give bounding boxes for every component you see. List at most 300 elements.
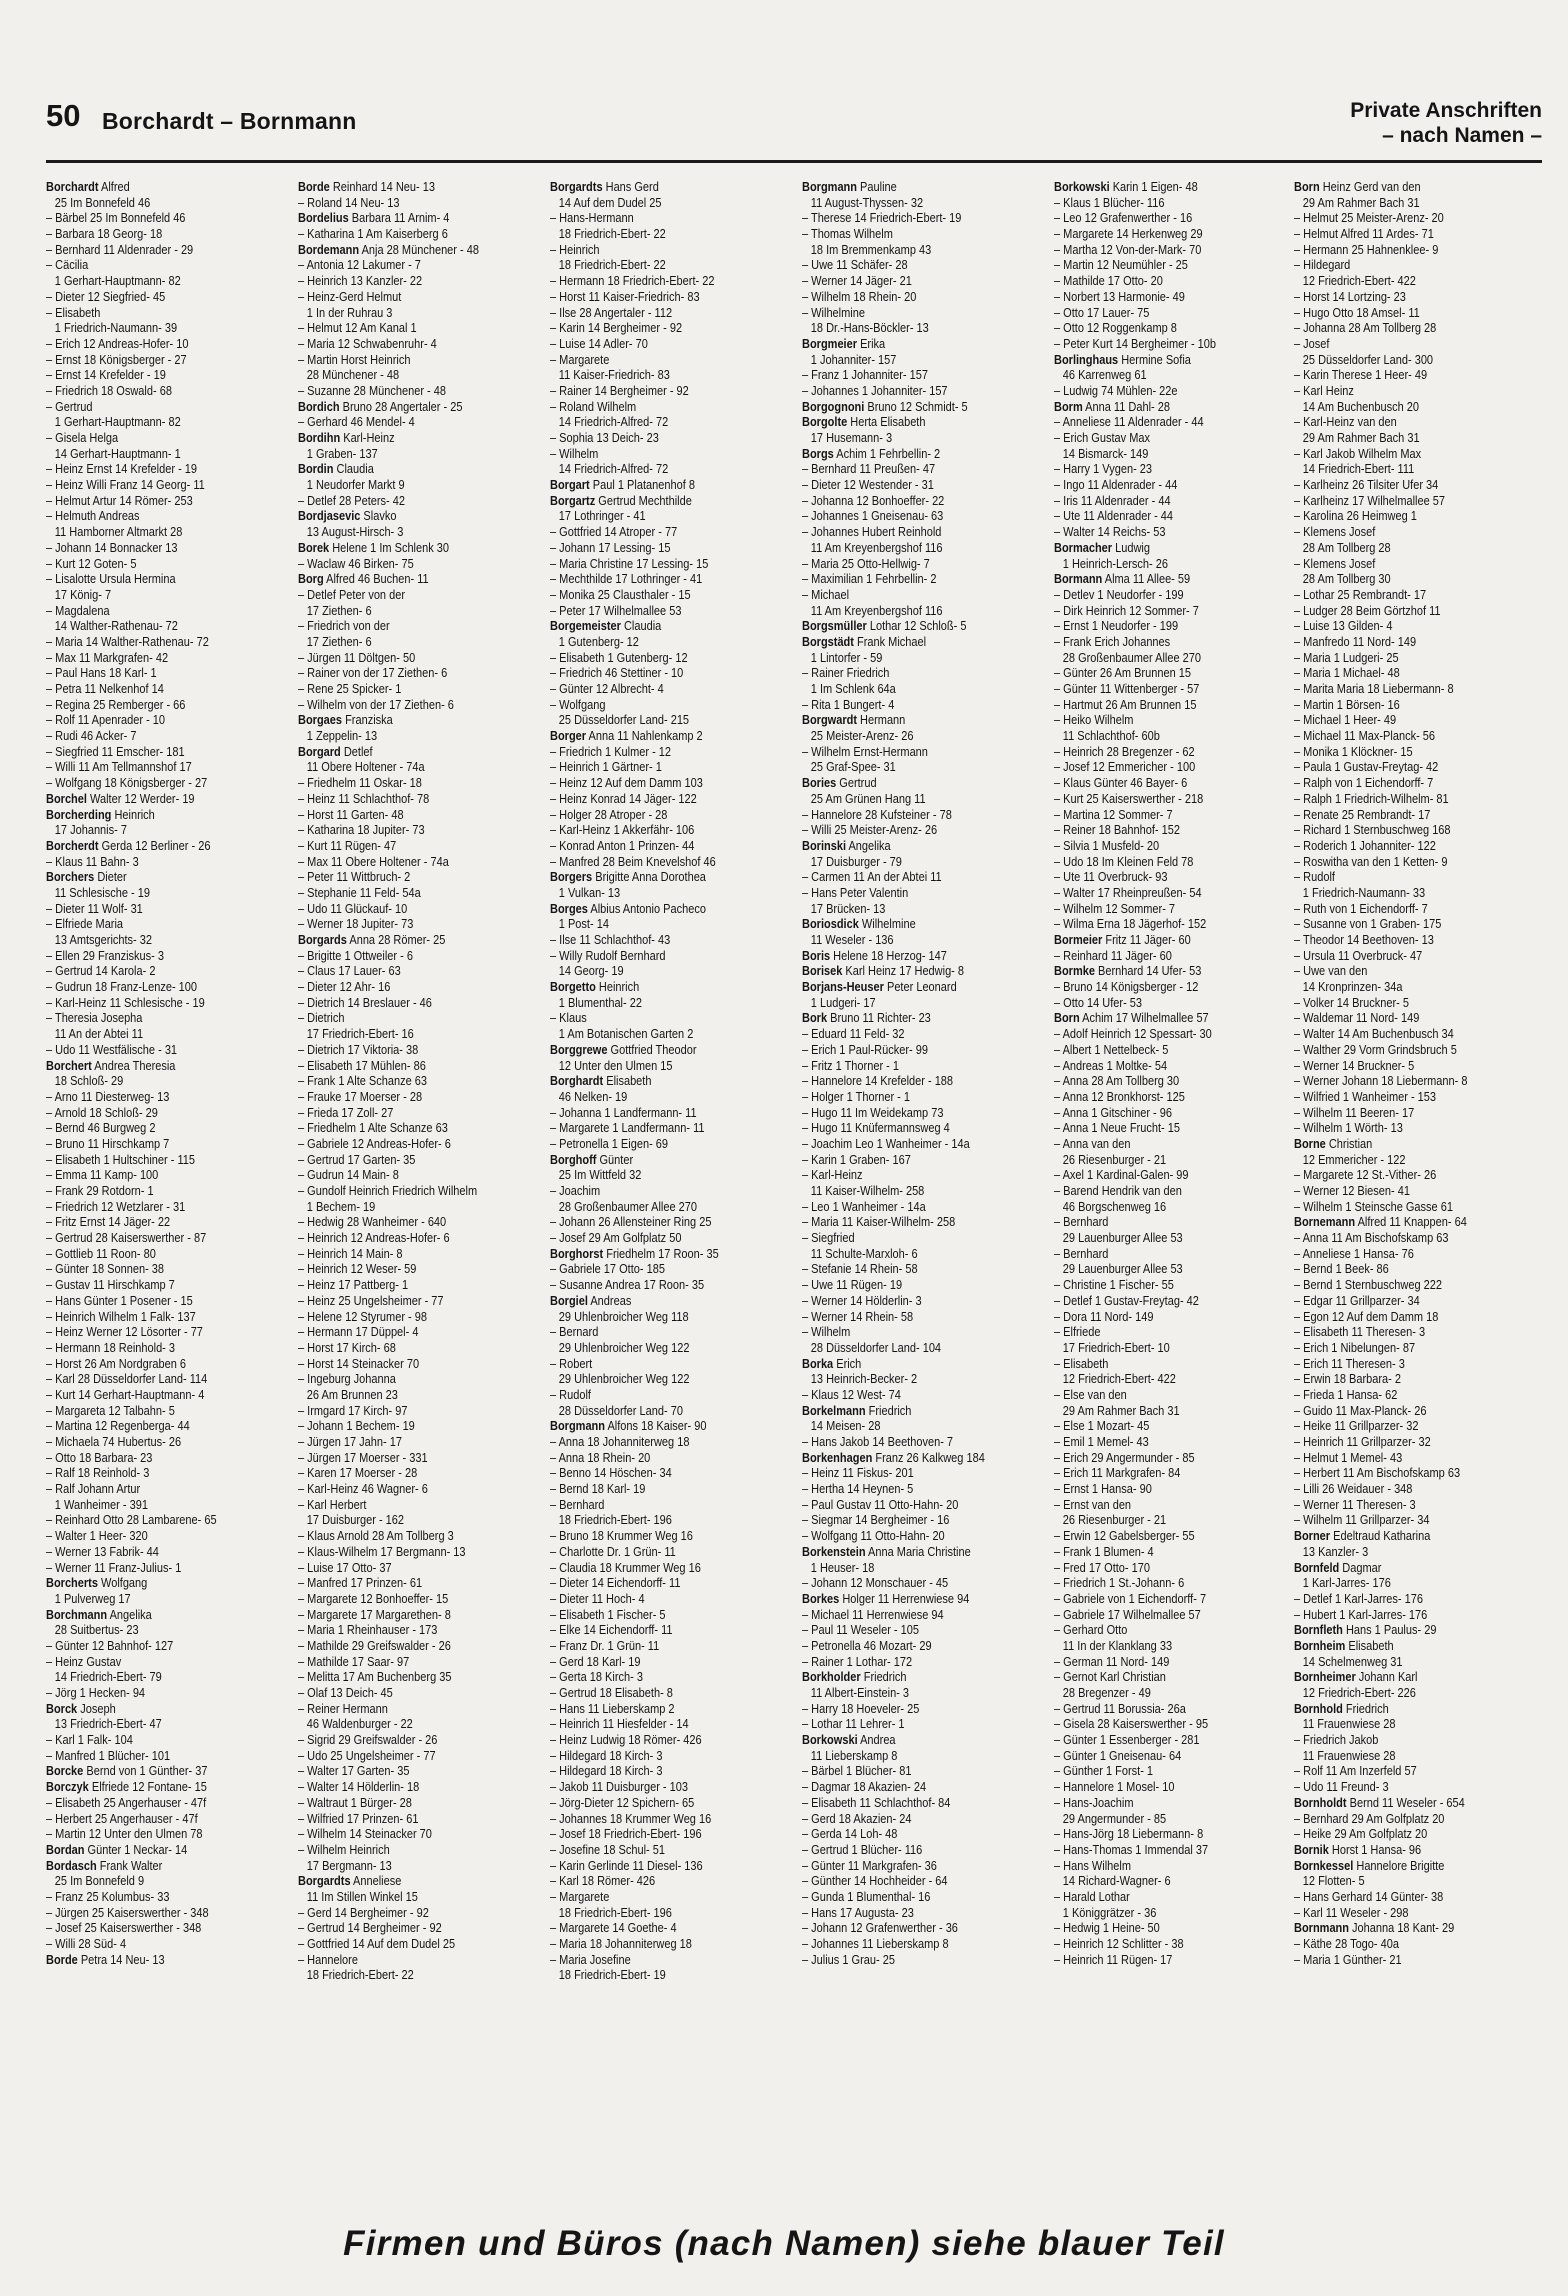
- directory-entry: [802, 1451, 1013, 1467]
- directory-entry: – Manfred 28 Beim Knevelshof 46: [550, 854, 716, 869]
- entry-details: Bruno 11 Richter- 23: [827, 1011, 931, 1026]
- directory-entry: [802, 400, 1013, 416]
- surname: Borgardts: [550, 180, 603, 194]
- entry-details: Elfriede 12 Fontane- 15: [88, 1780, 207, 1795]
- directory-entry: – Karl Heinz: [1294, 383, 1354, 398]
- directory-entry: – Wilhelm 11 Beeren- 17: [1294, 1105, 1415, 1120]
- surname: Borgwardt: [802, 713, 857, 728]
- entry-details: Frank Michael: [853, 634, 927, 649]
- directory-entry: – Bernd 18 Karl- 19: [550, 1482, 646, 1497]
- directory-entry: – Erwin 12 Gabelsberger- 55: [1054, 1529, 1195, 1544]
- directory-entry: 28 Am Tollberg 30: [1302, 572, 1391, 587]
- directory-entry: – Erich 29 Angermunder - 85: [1054, 1450, 1195, 1465]
- directory-entry: – Ludger 28 Beim Görtzhof 11: [1294, 603, 1441, 618]
- directory-entry: – Elisabeth: [1054, 1356, 1109, 1371]
- directory-entry: 18 Im Bremmenkamp 43: [810, 242, 932, 257]
- directory-entry: – Karl 28 Düsseldorfer Land- 114: [46, 1372, 208, 1387]
- surname: Bornholdt: [1294, 1795, 1347, 1810]
- directory-entry: – Ernst 14 Krefelder - 19: [46, 368, 166, 383]
- entry-details: Heinz Gerd van den: [1319, 180, 1421, 194]
- directory-entry: – Albert 1 Nettelbeck- 5: [1054, 1042, 1169, 1057]
- directory-entry: – Ernst 1 Neudorfer - 199: [1054, 619, 1179, 634]
- entry-details: Bernd von 1 Günther- 37: [83, 1764, 208, 1779]
- directory-entry: – Margarete 1 Landfermann- 11: [550, 1121, 705, 1136]
- directory-entry: 1 Wanheimer - 391: [54, 1497, 148, 1512]
- directory-entry: 29 Am Rahmer Bach 31: [1062, 1403, 1180, 1418]
- directory-entry: – Willi 28 Süd- 4: [46, 1937, 127, 1951]
- directory-entry: – Franz 25 Kolumbus- 33: [46, 1889, 170, 1904]
- entry-details: Hans 1 Paulus- 29: [1342, 1623, 1437, 1638]
- directory-entry: – Horst 17 Kirch- 68: [298, 1340, 396, 1355]
- directory-entry: [550, 180, 761, 196]
- directory-entry: – Dora 11 Nord- 149: [1054, 1309, 1154, 1324]
- directory-entry: – Karin Gerlinde 11 Diesel- 136: [550, 1858, 703, 1873]
- directory-entry: 17 Husemann- 3: [810, 431, 893, 445]
- directory-entry: – Joachim Leo 1 Wanheimer - 14a: [802, 1136, 970, 1151]
- surname: Borcherdt: [46, 838, 99, 853]
- directory-entry: [46, 1702, 257, 1718]
- directory-entry: – Gundolf Heinrich Friedrich Wilhelm: [298, 1184, 478, 1198]
- directory-entry: – Paul 11 Weseler - 105: [802, 1623, 919, 1638]
- directory-entry: – Renate 25 Rembrandt- 17: [1294, 807, 1431, 822]
- directory-entry: – Ralph von 1 Eichendorff- 7: [1294, 776, 1434, 791]
- directory-entry: – Mechthilde 17 Lothringer - 41: [550, 572, 703, 587]
- directory-entry: – Klaus 1 Blücher- 116: [1054, 195, 1165, 210]
- directory-entry: – Waclaw 46 Birken- 75: [298, 556, 414, 571]
- directory-entry: – Sigrid 29 Greifswalder - 26: [298, 1733, 438, 1748]
- directory-entry: – Dagmar 18 Akazien- 24: [802, 1780, 927, 1795]
- directory-listing: [46, 180, 1542, 2183]
- directory-entry: 14 Auf dem Dudel 25: [558, 195, 662, 210]
- directory-entry: – Irmgard 17 Kirch- 97: [298, 1403, 408, 1418]
- directory-entry: – Heinz Willi Franz 14 Georg- 11: [46, 478, 205, 493]
- entry-details: Bruno 28 Angertaler - 25: [339, 399, 463, 414]
- directory-entry: – Karl 11 Weseler - 298: [1294, 1905, 1409, 1920]
- directory-entry: – Reiner 18 Bahnhof- 152: [1054, 823, 1180, 838]
- directory-entry: 11 An der Abtei 11: [54, 1027, 144, 1042]
- directory-entry: – Barend Hendrik van den: [1054, 1184, 1182, 1198]
- directory-entry: 29 Lauenburger Allee 53: [1062, 1231, 1183, 1246]
- directory-entry: – Waldemar 11 Nord- 149: [1294, 1011, 1420, 1026]
- directory-entry: – Friedhelm 11 Oskar- 18: [298, 776, 422, 791]
- directory-entry: – Wilhelm 1 Steinsche Gasse 61: [1294, 1199, 1453, 1214]
- entry-details: Günter 1 Neckar- 14: [84, 1842, 188, 1857]
- directory-entry: – Bruno 11 Hirschkamp 7: [46, 1136, 170, 1151]
- directory-entry: – Otto 12 Roggenkamp 8: [1054, 321, 1177, 336]
- entry-details: Brigitte Anna Dorothea: [592, 870, 706, 885]
- directory-entry: – Roswitha van den 1 Ketten- 9: [1294, 854, 1448, 869]
- entry-details: Detlef: [340, 744, 373, 759]
- directory-entry: – Maria 1 Ludgeri- 25: [1294, 650, 1399, 665]
- entry-details: Heinrich: [111, 807, 155, 822]
- directory-entry: – Gertrud 14 Bergheimer - 92: [298, 1921, 442, 1936]
- directory-entry: 12 Flotten- 5: [1302, 1874, 1365, 1889]
- directory-entry: 14 Friedrich-Alfred- 72: [558, 415, 669, 430]
- directory-entry: – Walter 14 Am Buchenbusch 34: [1294, 1027, 1454, 1042]
- entry-details: Claudia: [620, 619, 662, 634]
- directory-entry: [46, 1843, 257, 1859]
- surname: Bornheimer: [1294, 1670, 1356, 1685]
- directory-entry: 1 Zeppelin- 13: [306, 729, 378, 744]
- surname: Borgers: [550, 870, 593, 885]
- entry-details: Hannelore Brigitte: [1353, 1858, 1445, 1873]
- entry-details: Bernhard 14 Ufer- 53: [1094, 964, 1202, 979]
- directory-entry: 13 Friedrich-Ebert- 47: [54, 1717, 162, 1732]
- directory-entry: – Heinrich 28 Bregenzer - 62: [1054, 744, 1195, 759]
- surname: Bordelius: [298, 211, 349, 226]
- directory-column-1: [46, 180, 257, 2183]
- surname: Borgiel: [550, 1293, 588, 1308]
- entry-details: Ludwig: [1112, 540, 1151, 555]
- directory-entry: – Werner 14 Rhein- 58: [802, 1309, 914, 1324]
- directory-entry: – Detlef Peter von der: [298, 587, 406, 602]
- directory-entry: – Wilhelm Ernst-Hermann: [802, 744, 928, 759]
- directory-entry: – Heinz 11 Schlachthof- 78: [298, 791, 430, 806]
- directory-entry: [1294, 1843, 1505, 1859]
- directory-entry: – Wilhelm Heinrich: [298, 1842, 390, 1857]
- directory-entry: – Johann 1 Bechem- 19: [298, 1419, 415, 1434]
- surname: Bornhold: [1294, 1701, 1343, 1716]
- surname: Born: [1054, 1011, 1080, 1026]
- directory-entry: 26 Riesenburger - 21: [1062, 1152, 1167, 1167]
- directory-entry: 18 Friedrich-Ebert- 22: [558, 258, 666, 273]
- directory-entry: – Hans Gerhard 14 Günter- 38: [1294, 1889, 1444, 1904]
- directory-entry: – Mathilde 17 Otto- 20: [1054, 274, 1163, 289]
- directory-entry: 28 Münchener - 48: [306, 368, 400, 383]
- directory-entry: – Andreas 1 Moltke- 54: [1054, 1058, 1168, 1073]
- directory-entry: – Ute 11 Overbruck- 93: [1054, 870, 1168, 885]
- directory-entry: 18 Friedrich-Ebert- 22: [306, 1968, 414, 1983]
- surname: Borkholder: [802, 1670, 861, 1685]
- directory-entry: – Frank 29 Rotdorn- 1: [46, 1184, 154, 1198]
- directory-entry: – Luise 17 Otto- 37: [298, 1560, 392, 1575]
- directory-entry: [46, 1576, 257, 1592]
- surname: Borgstädt: [802, 634, 854, 649]
- directory-entry: – Walther 29 Vorm Grindsbruch 5: [1294, 1042, 1457, 1057]
- directory-entry: 1 Post- 14: [558, 917, 609, 932]
- entry-details: Gertrud: [836, 776, 877, 791]
- section-title-line1: Private Anschriften: [1350, 99, 1542, 122]
- directory-entry: – Josef: [1294, 336, 1330, 351]
- directory-entry: – Karl Herbert: [298, 1497, 367, 1512]
- directory-entry: – Karl-Heinz: [802, 1168, 863, 1183]
- directory-entry: – Wilfried 1 Wanheimer - 153: [1294, 1089, 1437, 1104]
- directory-entry: – Jürgen 11 Döltgen- 50: [298, 650, 416, 665]
- directory-entry: [550, 1074, 761, 1090]
- directory-entry: [298, 509, 509, 525]
- directory-entry: 1 Bechem- 19: [306, 1199, 376, 1214]
- directory-entry: – Gabriele 17 Wilhelmallee 57: [1054, 1607, 1201, 1622]
- directory-entry: [802, 949, 1013, 965]
- entry-details: Claudia: [333, 462, 374, 477]
- directory-entry: – Josef 12 Emmericher - 100: [1054, 760, 1196, 775]
- directory-entry: – Holger 1 Thorner - 1: [802, 1089, 911, 1104]
- directory-entry: – Helmut Alfred 11 Ardes- 71: [1294, 227, 1434, 242]
- directory-entry: – Maria 1 Günther- 21: [1294, 1952, 1402, 1967]
- directory-entry: – Fred 17 Otto- 170: [1054, 1560, 1151, 1575]
- directory-entry: – Max 11 Obere Holtener - 74a: [298, 854, 449, 869]
- directory-entry: – Bernhard: [550, 1497, 605, 1512]
- directory-entry: – Kurt 12 Goten- 5: [46, 556, 137, 571]
- directory-entry: 29 Am Rahmer Bach 31: [1302, 195, 1420, 210]
- directory-entry: 46 Waldenburger - 22: [306, 1717, 413, 1732]
- directory-entry: 1 Heinrich-Lersch- 26: [1062, 556, 1168, 571]
- directory-entry: – Erich 12 Andreas-Hofer- 10: [46, 336, 189, 351]
- directory-entry: – Wolfgang 18 Königsberger - 27: [46, 776, 208, 791]
- directory-entry: – Frank Erich Johannes: [1054, 634, 1171, 649]
- directory-entry: 25 Im Bonnefeld 46: [54, 195, 151, 210]
- entry-details: Friedrich: [865, 1403, 912, 1418]
- directory-entry: – Benno 14 Höschen- 34: [550, 1466, 672, 1481]
- directory-entry: – Siegfried: [802, 1231, 855, 1246]
- directory-entry: – Siegmar 14 Bergheimer - 16: [802, 1513, 950, 1528]
- directory-entry: – Brigitte 1 Ottweiler - 6: [298, 948, 413, 963]
- directory-entry: – Hans Günter 1 Posener - 15: [46, 1293, 193, 1308]
- directory-entry: – Horst 14 Lortzing- 23: [1294, 289, 1406, 304]
- directory-entry: 1 Karl-Jarres- 176: [1302, 1576, 1391, 1591]
- directory-entry: – Werner 12 Biesen- 41: [1294, 1184, 1410, 1198]
- directory-entry: 14 Walther-Rathenau- 72: [54, 619, 178, 634]
- directory-entry: – Margarete: [550, 352, 610, 367]
- directory-column-6: [1294, 180, 1505, 2183]
- surname: Bornfleth: [1294, 1623, 1343, 1638]
- entry-details: Friedhelm 17 Roon- 35: [603, 1246, 719, 1261]
- directory-entry: 25 Graf-Spee- 31: [810, 760, 896, 775]
- directory-entry: – Regina 25 Remberger - 66: [46, 697, 186, 712]
- entry-details: Dieter: [94, 870, 127, 885]
- directory-entry: – Heinrich 11 Hiesfelder - 14: [550, 1717, 689, 1732]
- directory-entry: 25 Am Grünen Hang 11: [810, 791, 926, 806]
- directory-entry: – Roderich 1 Johanniter- 122: [1294, 838, 1436, 853]
- directory-entry: 1 Am Botanischen Garten 2: [558, 1027, 694, 1042]
- directory-entry: – Gerd 18 Karl- 19: [550, 1654, 641, 1669]
- directory-entry: 1 Heuser- 18: [810, 1560, 875, 1575]
- directory-entry: – Erich 1 Paul-Rücker- 99: [802, 1042, 928, 1057]
- directory-entry: – Johann 26 Allensteiner Ring 25: [550, 1215, 712, 1230]
- directory-entry: – Hugo 11 Im Weidekamp 73: [802, 1105, 944, 1120]
- directory-entry: – Sophia 13 Deich- 23: [550, 431, 659, 445]
- entry-details: Holger 11 Herrenwiese 94: [839, 1591, 970, 1606]
- entry-details: Angelika: [846, 838, 891, 853]
- entry-details: Horst 1 Hansa- 96: [1328, 1842, 1422, 1857]
- directory-entry: 1 In der Ruhrau 3: [306, 305, 393, 320]
- directory-entry: 1 Vulkan- 13: [558, 885, 621, 900]
- directory-entry: [46, 1780, 257, 1796]
- entry-details: Elisabeth: [603, 1074, 652, 1089]
- directory-entry: – Klemens Josef: [1294, 525, 1376, 540]
- entry-details: Achim 17 Wilhelmallee 57: [1079, 1011, 1209, 1026]
- directory-entry: – Udo 18 Im Kleinen Feld 78: [1054, 854, 1194, 869]
- surname: Bornmann: [1294, 1921, 1349, 1936]
- directory-entry: – Hermann 17 Düppel- 4: [298, 1325, 419, 1340]
- directory-entry: – Johannes 1 Johanniter- 157: [802, 383, 948, 398]
- directory-entry: – Gottlieb 11 Roon- 80: [46, 1246, 156, 1261]
- directory-entry: 1 Ludgeri- 17: [810, 995, 876, 1010]
- directory-entry: [550, 980, 761, 996]
- directory-entry: 11 Frauenwiese 28: [1302, 1717, 1396, 1732]
- directory-entry: – Kurt 14 Gerhart-Hauptmann- 4: [46, 1387, 205, 1402]
- directory-entry: – Else van den: [1054, 1387, 1127, 1402]
- entry-details: Bernd 11 Weseler - 654: [1346, 1795, 1465, 1810]
- directory-entry: – Lisalotte Ursula Hermina: [46, 572, 176, 587]
- surname: Borger: [550, 729, 587, 744]
- directory-entry: – Dieter 11 Wolf- 31: [46, 901, 143, 916]
- directory-entry: – Stefanie 14 Rhein- 58: [802, 1262, 918, 1277]
- directory-entry: [550, 494, 761, 510]
- directory-entry: – Edgar 11 Grillparzer- 34: [1294, 1293, 1420, 1308]
- directory-entry: 29 Lauenburger Allee 53: [1062, 1262, 1183, 1277]
- directory-entry: – Emma 11 Kamp- 100: [46, 1168, 159, 1183]
- directory-entry: – Gertrud 1 Blücher- 116: [802, 1842, 923, 1857]
- directory-entry: 14 Richard-Wagner- 6: [1062, 1874, 1171, 1889]
- directory-entry: [802, 635, 1013, 651]
- directory-entry: – Heinrich Wilhelm 1 Falk- 137: [46, 1309, 196, 1324]
- entry-details: Achim 1 Fehrbellin- 2: [833, 446, 941, 461]
- directory-entry: – Maria 1 Rheinhauser - 173: [298, 1623, 438, 1638]
- directory-entry: – Werner Johann 18 Liebermann- 8: [1294, 1074, 1468, 1089]
- directory-entry: [802, 917, 1013, 933]
- directory-entry: [1294, 1561, 1505, 1577]
- directory-entry: – Rainer 14 Bergheimer - 92: [550, 383, 689, 398]
- directory-entry: – Maria 12 Schwabenruhr- 4: [298, 336, 437, 351]
- directory-entry: – Petronella 46 Mozart- 29: [802, 1638, 932, 1653]
- directory-entry: – Gertrud 11 Borussia- 26a: [1054, 1701, 1186, 1716]
- directory-entry: – Ursula 11 Overbruck- 47: [1294, 948, 1423, 963]
- entry-details: Wolfgang: [97, 1576, 148, 1591]
- directory-entry: 1 Blumenthal- 22: [558, 995, 642, 1010]
- directory-entry: – Walter 14 Reichs- 53: [1054, 525, 1166, 540]
- directory-entry: [46, 180, 257, 196]
- surname: Bornemann: [1294, 1215, 1356, 1230]
- directory-entry: [298, 180, 509, 196]
- directory-entry: 1 Gerhart-Hauptmann- 82: [54, 274, 181, 289]
- surname: Bork: [802, 1011, 828, 1026]
- directory-entry: – Suzanne 28 Münchener - 48: [298, 383, 446, 398]
- directory-entry: [802, 1592, 1013, 1608]
- directory-entry: – Elisabeth 1 Gutenberg- 12: [550, 650, 688, 665]
- directory-entry: – Dieter 12 Siegfried- 45: [46, 289, 166, 304]
- directory-entry: – Heinz 11 Fiskus- 201: [802, 1466, 914, 1481]
- entry-details: Fritz 11 Jäger- 60: [1102, 933, 1191, 947]
- directory-entry: – Maria 18 Johanniterweg 18: [550, 1937, 692, 1951]
- directory-entry: – Johanna 1 Landfermann- 11: [550, 1105, 697, 1120]
- entry-details: Alfred: [98, 180, 130, 194]
- surname: Borka: [802, 1356, 834, 1371]
- directory-entry: – Dietrich: [298, 1011, 345, 1026]
- directory-entry: – Detlev 1 Neudorfer - 199: [1054, 587, 1184, 602]
- directory-entry: 46 Nelken- 19: [558, 1089, 628, 1104]
- directory-entry: – Arno 11 Diesterweg- 13: [46, 1089, 170, 1104]
- directory-entry: – Heinz Gustav: [46, 1654, 122, 1669]
- directory-entry: – Heinrich 12 Weser- 59: [298, 1262, 417, 1277]
- directory-entry: – Martin 12 Unter den Ulmen 78: [46, 1827, 203, 1842]
- directory-entry: [298, 572, 509, 588]
- entry-details: Walter 12 Werder- 19: [86, 791, 195, 806]
- directory-entry: [46, 1608, 257, 1624]
- directory-entry: – Iris 11 Aldenrader - 44: [1054, 493, 1171, 508]
- directory-entry: – Antonia 12 Lakumer - 7: [298, 258, 421, 273]
- surname: Borkenstein: [802, 1544, 866, 1559]
- directory-entry: – Roland 14 Neu- 13: [298, 195, 400, 210]
- directory-entry: [550, 619, 761, 635]
- directory-entry: – Hans Peter Valentin: [802, 885, 909, 900]
- surname: Bories: [802, 776, 837, 791]
- directory-entry: – Gottfried 14 Auf dem Dudel 25: [298, 1937, 456, 1951]
- directory-entry: 11 Obere Holtener - 74a: [306, 760, 425, 775]
- surname: Borgognoni: [802, 399, 865, 414]
- directory-entry: – Udo 11 Glückauf- 10: [298, 901, 408, 916]
- directory-entry: 11 August-Thyssen- 32: [810, 195, 924, 210]
- directory-entry: – Erich 11 Theresen- 3: [1294, 1356, 1405, 1371]
- directory-entry: – Wilfried 17 Prinzen- 61: [298, 1811, 419, 1826]
- surname: Bornkessel: [1294, 1858, 1354, 1873]
- directory-entry: 14 Meisen- 28: [810, 1419, 881, 1434]
- directory-entry: – Wilhelm 12 Sommer- 7: [1054, 901, 1176, 916]
- entry-details: Alfred 46 Buchen- 11: [323, 572, 429, 587]
- entry-details: Karl-Heinz: [340, 431, 395, 445]
- directory-entry: – Marita Maria 18 Liebermann- 8: [1294, 682, 1454, 696]
- directory-entry: – Monika 25 Clausthaler - 15: [550, 587, 691, 602]
- directory-entry: – Klaus-Wilhelm 17 Bergmann- 13: [298, 1544, 466, 1559]
- directory-entry: – Günther 14 Hochheider - 64: [802, 1874, 948, 1889]
- directory-entry: [802, 447, 1013, 463]
- directory-entry: – Heinz Ludwig 18 Römer- 426: [550, 1733, 702, 1748]
- directory-entry: – Udo 11 Freund- 3: [1294, 1780, 1389, 1795]
- directory-entry: – Josef 29 Am Golfplatz 50: [550, 1231, 682, 1246]
- surname: Borkowski: [1054, 180, 1110, 194]
- directory-entry: – Paul Gustav 11 Otto-Hahn- 20: [802, 1497, 959, 1512]
- surname: Borghorst: [550, 1246, 604, 1261]
- directory-entry: – Gabriele von 1 Eichendorff- 7: [1054, 1591, 1207, 1606]
- directory-entry: [802, 415, 1013, 431]
- directory-entry: – Wilhelm 11 Grillparzer- 34: [1294, 1513, 1430, 1528]
- entry-details: Hermine Sofia: [1118, 352, 1191, 367]
- directory-entry: – Ingeburg Johanna: [298, 1372, 396, 1387]
- directory-entry: – Robert: [550, 1356, 593, 1371]
- directory-entry: 14 Friedrich-Alfred- 72: [558, 462, 669, 477]
- directory-entry: – Uwe van den: [1294, 964, 1368, 979]
- directory-entry: – Dietrich 17 Viktoria- 38: [298, 1042, 419, 1057]
- directory-entry: – Theresia Josepha: [46, 1011, 143, 1026]
- directory-entry: – Ilse 28 Angertaler - 112: [550, 305, 673, 320]
- directory-entry: – Klaus Günter 46 Bayer- 6: [1054, 776, 1188, 791]
- directory-entry: – Hans Wilhelm: [1054, 1858, 1132, 1873]
- entry-details: Elisabeth: [1345, 1638, 1394, 1653]
- directory-entry: 17 Friedrich-Ebert- 10: [1062, 1340, 1170, 1355]
- directory-entry: – Werner 13 Fabrik- 44: [46, 1544, 159, 1559]
- surname: Borkelmann: [802, 1403, 866, 1418]
- directory-column-5: [1054, 180, 1265, 2183]
- directory-entry: – Anna 12 Bronkhorst- 125: [1054, 1089, 1185, 1104]
- directory-entry: – Emil 1 Memel- 43: [1054, 1435, 1149, 1449]
- directory-entry: – Manfredo 11 Nord- 149: [1294, 634, 1417, 649]
- directory-entry: – Karin Therese 1 Heer- 49: [1294, 368, 1428, 383]
- directory-entry: – Elfriede Maria: [46, 917, 124, 932]
- directory-entry: – Hertha 14 Heynen- 5: [802, 1482, 914, 1497]
- directory-entry: – Margarete 17 Margarethen- 8: [298, 1607, 451, 1622]
- entry-details: Gerda 12 Berliner - 26: [98, 838, 211, 853]
- directory-entry: 28 Bregenzer - 49: [1062, 1686, 1151, 1700]
- directory-entry: [1054, 400, 1265, 416]
- directory-entry: – Hans 17 Augusta- 23: [802, 1905, 914, 1920]
- directory-entry: – Harry 1 Vygen- 23: [1054, 462, 1153, 477]
- directory-entry: – Karl 1 Falk- 104: [46, 1733, 133, 1748]
- directory-entry: 12 Friedrich-Ebert- 422: [1302, 274, 1416, 289]
- directory-entry: – Heinrich 11 Grillparzer- 32: [1294, 1435, 1431, 1449]
- directory-entry: – Charlotte Dr. 1 Grün- 11: [550, 1544, 676, 1559]
- directory-entry: – Helmuth Andreas: [46, 509, 140, 524]
- directory-entry: – Johann 14 Bonnacker 13: [46, 540, 178, 555]
